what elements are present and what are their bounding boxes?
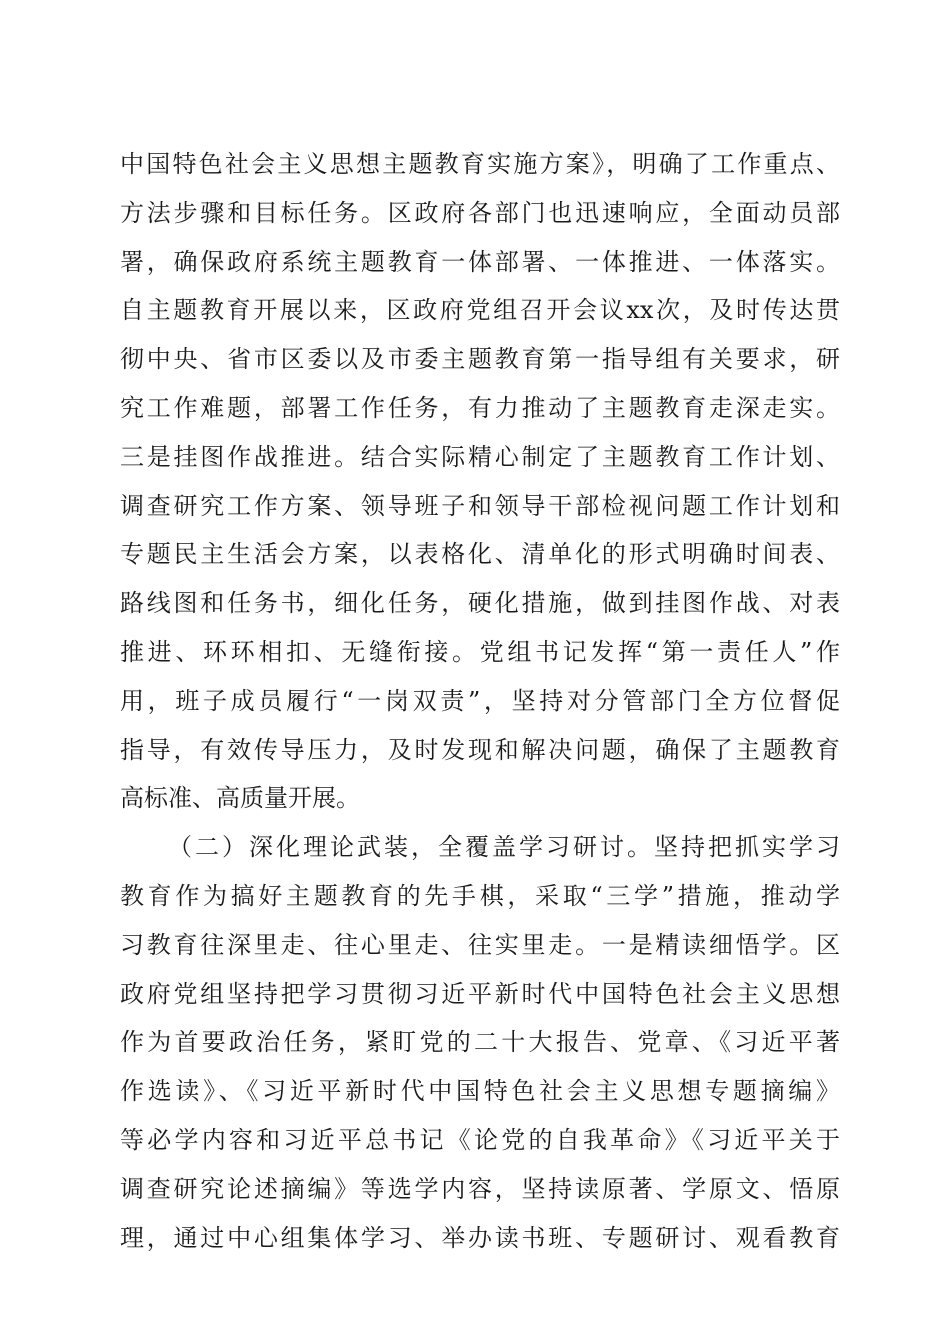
text-line: 署，确保政府系统主题教育一体部署、一体推进、一体落实。	[120, 247, 840, 276]
paragraph-2	[120, 823, 840, 1262]
text-line: 彻中央、省市区委以及市委主题教育第一指导组有关要求，研	[120, 345, 840, 374]
text-line: 教育作为搞好主题教育的先手棋，采取“三学”措施，推动学	[120, 881, 840, 910]
text-line: 作选读》、《习近平新时代中国特色社会主义思想专题摘编》	[120, 1077, 840, 1106]
text-line: 究工作难题，部署工作任务，有力推动了主题教育走深走实。	[120, 393, 840, 422]
body-text	[120, 140, 840, 1262]
text-line: 路线图和任务书，细化任务，硬化措施，做到挂图作战、对表	[120, 589, 840, 618]
text-line: 调查研究论述摘编》等选学内容，坚持读原著、学原文、悟原	[120, 1174, 840, 1203]
text-line: 方法步骤和目标任务。区政府各部门也迅速响应，全面动员部	[120, 198, 840, 227]
text-line: 高标准、高质量开展。	[120, 784, 360, 813]
text-line: 习教育往深里走、往心里走、往实里走。一是精读细悟学。区	[120, 930, 840, 959]
text-line: 指导，有效传导压力，及时发现和解决问题，确保了主题教育	[120, 735, 840, 764]
text-line: 三是挂图作战推进。结合实际精心制定了主题教育工作计划、	[120, 442, 840, 471]
text-line: 中国特色社会主义思想主题教育实施方案》，明确了工作重点、	[120, 150, 840, 178]
paragraph-1	[120, 140, 840, 823]
text-line: 理，通过中心组集体学习、举办读书班、专题研讨、观看教育	[120, 1223, 840, 1252]
section-heading-line: （二）深化理论武装，全覆盖学习研讨。坚持把抓实学习	[168, 833, 840, 862]
text-line: 推进、环环相扣、无缝衔接。党组书记发挥“第一责任人”作	[120, 637, 840, 666]
text-line: 专题民主生活会方案，以表格化、清单化的形式明确时间表、	[120, 540, 840, 569]
text-line: 用，班子成员履行“一岗双责”，坚持对分管部门全方位督促	[120, 686, 840, 715]
text-line: 自主题教育开展以来，区政府党组召开会议xx次，及时传达贯	[120, 296, 840, 325]
text-line: 调查研究工作方案、领导班子和领导干部检视问题工作计划和	[120, 491, 840, 520]
text-line: 作为首要政治任务，紧盯党的二十大报告、党章、《习近平著	[120, 1028, 840, 1057]
text-line: 等必学内容和习近平总书记《论党的自我革命》《习近平关于	[120, 1125, 840, 1154]
text-line: 政府党组坚持把学习贯彻习近平新时代中国特色社会主义思想	[120, 979, 840, 1008]
